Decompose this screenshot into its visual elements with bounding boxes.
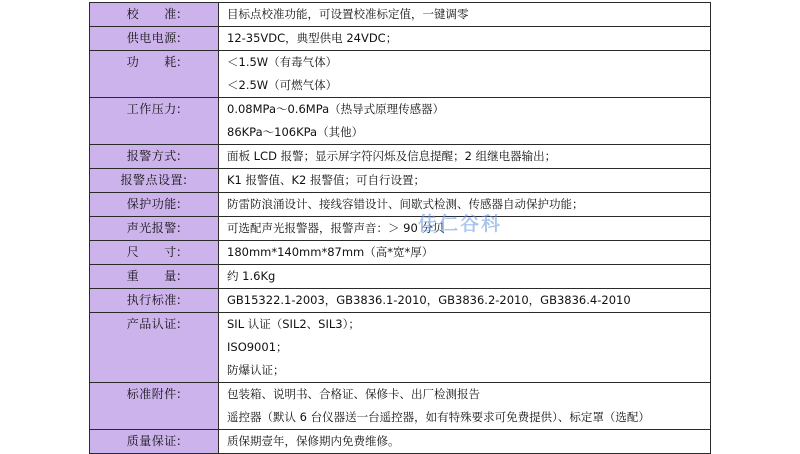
spec-label-cell — [90, 265, 219, 289]
spec-row — [90, 169, 711, 193]
spec-label: 尺 寸: — [126, 245, 182, 259]
spec-label: 报警点设置: — [120, 173, 188, 187]
spec-label-cell — [90, 51, 219, 98]
spec-value-line: 约 1.6Kg — [227, 269, 276, 283]
spec-value-line: 防爆认证； — [227, 363, 285, 377]
spec-label: 功 耗: — [126, 55, 182, 69]
spec-row — [90, 51, 711, 98]
spec-row — [90, 313, 711, 383]
spec-value-cell — [219, 313, 711, 383]
spec-value-cell — [219, 430, 711, 454]
spec-value-line: 面板 LCD 报警；显示屏字符闪烁及信息提醒；2 组继电器输出； — [227, 149, 557, 163]
spec-label-cell — [90, 169, 219, 193]
spec-label: 供电电源: — [126, 31, 182, 45]
spec-value-line: K1 报警值、K2 报警值；可自行设置； — [227, 173, 426, 187]
spec-label-cell — [90, 3, 219, 27]
spec-row — [90, 241, 711, 265]
spec-label: 工作压力: — [126, 102, 182, 116]
spec-value-cell — [219, 265, 711, 289]
spec-value-line: 防雷防浪涌设计、接线容错设计、间歇式检测、传感器自动保护功能； — [227, 197, 584, 211]
spec-value-cell — [219, 193, 711, 217]
spec-label-cell — [90, 193, 219, 217]
spec-value-cell — [219, 217, 711, 241]
spec-row — [90, 193, 711, 217]
spec-value-cell — [219, 51, 711, 98]
spec-label-cell — [90, 98, 219, 145]
spec-value-line: ＜2.5W（可燃气体） — [227, 78, 338, 92]
spec-value-line: 包装箱、说明书、合格证、保修卡、出厂检测报告 — [227, 387, 480, 401]
spec-value-cell — [219, 241, 711, 265]
spec-row — [90, 265, 711, 289]
spec-value-cell — [219, 98, 711, 145]
spec-row — [90, 289, 711, 313]
spec-row — [90, 98, 711, 145]
spec-value-cell — [219, 383, 711, 430]
watermark-logo: 佳仁谷科 — [418, 213, 503, 235]
spec-label: 产品认证: — [126, 317, 182, 331]
spec-label-cell — [90, 27, 219, 51]
spec-row — [90, 217, 711, 241]
spec-label: 标准附件: — [126, 387, 182, 401]
spec-label-cell — [90, 313, 219, 383]
spec-label-cell — [90, 145, 219, 169]
spec-value-cell — [219, 145, 711, 169]
spec-row — [90, 145, 711, 169]
spec-value-cell — [219, 27, 711, 51]
spec-label: 报警方式: — [126, 149, 182, 163]
spec-value-line: 0.08MPa～0.6MPa（热导式原理传感器） — [227, 102, 445, 116]
spec-label: 校 准: — [126, 7, 182, 21]
spec-row — [90, 383, 711, 430]
spec-value-cell — [219, 3, 711, 27]
spec-value-line: SIL 认证（SIL2、SIL3）； — [227, 317, 360, 331]
spec-value-line: GB15322.1-2003，GB3836.1-2010，GB3836.2-2010，GB3836.4-2010 — [227, 293, 631, 307]
spec-value-line: 质保期壹年，保修期内免费维修。 — [227, 434, 400, 448]
spec-label-cell — [90, 383, 219, 430]
spec-row — [90, 430, 711, 454]
spec-label: 执行标准: — [126, 293, 182, 307]
spec-label-cell — [90, 217, 219, 241]
spec-value-cell — [219, 289, 711, 313]
spec-label: 保护功能: — [126, 197, 182, 211]
spec-value-line: ＜1.5W（有毒气体） — [227, 55, 338, 69]
spec-row — [90, 3, 711, 27]
spec-table — [89, 2, 711, 454]
spec-label: 质量保证: — [126, 434, 182, 448]
spec-label: 重 量: — [126, 269, 182, 283]
spec-value-line: 目标点校准功能，可设置校准标定值，一键调零 — [227, 7, 469, 21]
spec-label-cell — [90, 289, 219, 313]
spec-label: 声光报警: — [126, 221, 182, 235]
spec-value-line: 12-35VDC，典型供电 24VDC； — [227, 31, 398, 45]
spec-value-line: 86KPa～106KPa（其他） — [227, 125, 364, 139]
spec-label-cell — [90, 430, 219, 454]
spec-table-body — [90, 3, 711, 454]
spec-value-line: 可选配声光报警器，报警声音：＞ 90 分贝 — [227, 221, 445, 235]
spec-label-cell — [90, 241, 219, 265]
spec-row — [90, 27, 711, 51]
spec-value-line: ISO9001； — [227, 340, 288, 354]
spec-value-cell — [219, 169, 711, 193]
spec-value-line: 遥控器（默认 6 台仪器送一台遥控器，如有特殊要求可免费提供）、标定罩（选配） — [227, 410, 650, 424]
spec-value-line: 180mm*140mm*87mm（高*宽*厚） — [227, 245, 434, 259]
